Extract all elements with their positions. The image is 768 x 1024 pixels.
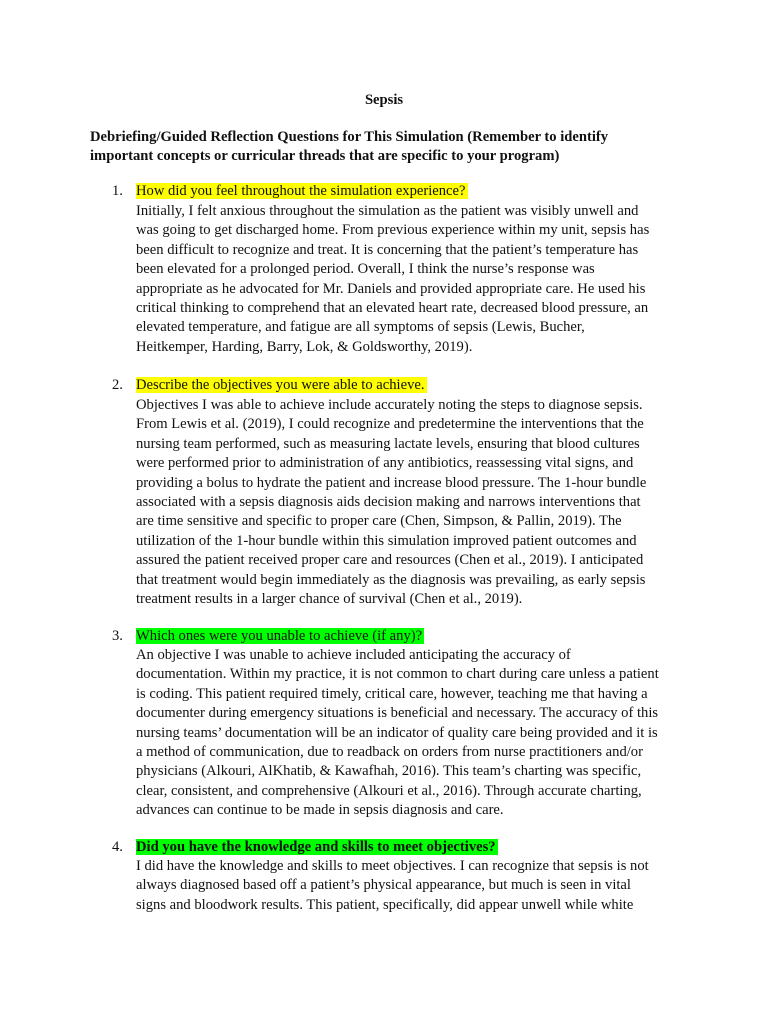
answer-line: physicians (Alkouri, AlKhatib, & Kawafhah, 2016). This team’s charting was specific,: [136, 763, 642, 780]
subtitle-line: important concepts or curricular threads that are specific to your program): [90, 148, 560, 165]
document-title: Sepsis: [364, 92, 404, 108]
answer-2: [136, 396, 672, 609]
answer-line: signs and bloodwork results. This patient, specifically, did appear unwell while white: [136, 896, 634, 913]
question-text: How did you feel throughout the simulation experience?: [136, 183, 466, 199]
answer-line: that treatment would begin immediately as the diagnosis was prevailing, as early sepsis: [136, 571, 646, 588]
question-1: [112, 182, 468, 201]
answer-line: been elevated for a prolonged period. Overall, I think the nurse’s response was: [136, 261, 595, 278]
answer-line: a method of communication, due to readback on orders from nurse practitioners and/or: [136, 744, 643, 761]
answer-line: I did have the knowledge and skills to meet objectives. I can recognize that sepsis is not: [136, 858, 649, 874]
answer-line: nursing teams’ documentation will be an indicator of quality care being provided and it is: [136, 724, 658, 741]
answer-line: always diagnosed based off a patient’s physical appearance, but much is seen in vital: [136, 877, 631, 894]
answer-line: appropriate as he advocated for Mr. Daniels and provided appropriate care. He used his: [136, 280, 646, 297]
answer-line: An objective I was unable to achieve included anticipating the accuracy of: [136, 647, 571, 663]
answer-line: is coding. This patient required timely, critical care, however, teaching me that having a: [136, 685, 648, 702]
answer-line: was going to get discharged home. From previous experience within my unit, sepsis has: [136, 222, 650, 239]
answer-line: advances can continue to be made in sepsis diagnosis and care.: [136, 802, 504, 819]
answer-line: are time sensitive and specific to proper care (Chen, Simpson, & Pallin, 2019). The: [136, 513, 622, 530]
answer-3: [136, 646, 672, 821]
answer-line: From Lewis et al. (2019), I could recognize and predetermine the interventions that the: [136, 416, 644, 433]
question-4: [112, 838, 498, 857]
question-text: Which ones were you unable to achieve (if any)?: [136, 628, 423, 644]
question-number: 3.: [112, 628, 123, 644]
answer-line: treatment results in a larger chance of survival (Chen et al., 2019).: [136, 591, 523, 608]
question-3: [112, 627, 424, 646]
answer-line: clear, consistent, and comprehensive (Alkouri et al., 2016). Through accurate charting,: [136, 782, 642, 799]
question-number: 2.: [112, 377, 123, 393]
question-number: 4.: [112, 839, 123, 855]
answer-line: utilization of the 1-hour bundle within this simulation improved patient outcomes and: [136, 532, 637, 549]
answer-line: were performed prior to administration of any antibiotics, reassessing vital signs, and: [136, 455, 634, 472]
answer-line: been difficult to recognize and treat. It is concerning that the patient’s temperature has: [136, 241, 639, 258]
answer-line: documenter during emergency situations is beneficial and necessary. The accuracy of this: [136, 705, 659, 722]
answer-line: Objectives I was able to achieve include accurately noting the steps to diagnose sepsis.: [136, 397, 643, 413]
answer-4: [136, 857, 672, 915]
document-subtitle: [90, 128, 650, 167]
question-number: 1.: [112, 183, 123, 199]
question-2: [112, 376, 427, 395]
question-text: Describe the objectives you were able to achieve.: [136, 377, 425, 393]
answer-line: assured the patient received proper care and resources (Chen et al., 2019). I anticipated: [136, 552, 644, 569]
answer-line: providing a bolus to hydrate the patient and increase blood pressure. The 1-hour bundle: [136, 474, 647, 491]
answer-line: critical thinking to comprehend that an elevated heart rate, decreased blood pressure, an: [136, 300, 649, 317]
answer-line: Initially, I felt anxious throughout the simulation as the patient was visibly unwell and: [136, 203, 639, 219]
answer-line: associated with a sepsis diagnosis aids decision making and narrows interventions that: [136, 494, 641, 511]
answer-line: documentation. Within my practice, it is not common to chart during care unless a patient: [136, 666, 659, 683]
answer-line: Heitkemper, Harding, Barry, Lok, & Goldsworthy, 2019).: [136, 338, 473, 355]
answer-1: [136, 202, 672, 357]
subtitle-line: Debriefing/Guided Reflection Questions for This Simulation (Remember to identify: [90, 129, 609, 145]
question-text: Did you have the knowledge and skills to meet objectives?: [136, 839, 496, 855]
answer-line: elevated temperature, and fatigue are all symptoms of sepsis (Lewis, Bucher,: [136, 319, 585, 336]
answer-line: nursing team performed, such as measuring lactate levels, ensuring that blood cultures: [136, 435, 640, 452]
